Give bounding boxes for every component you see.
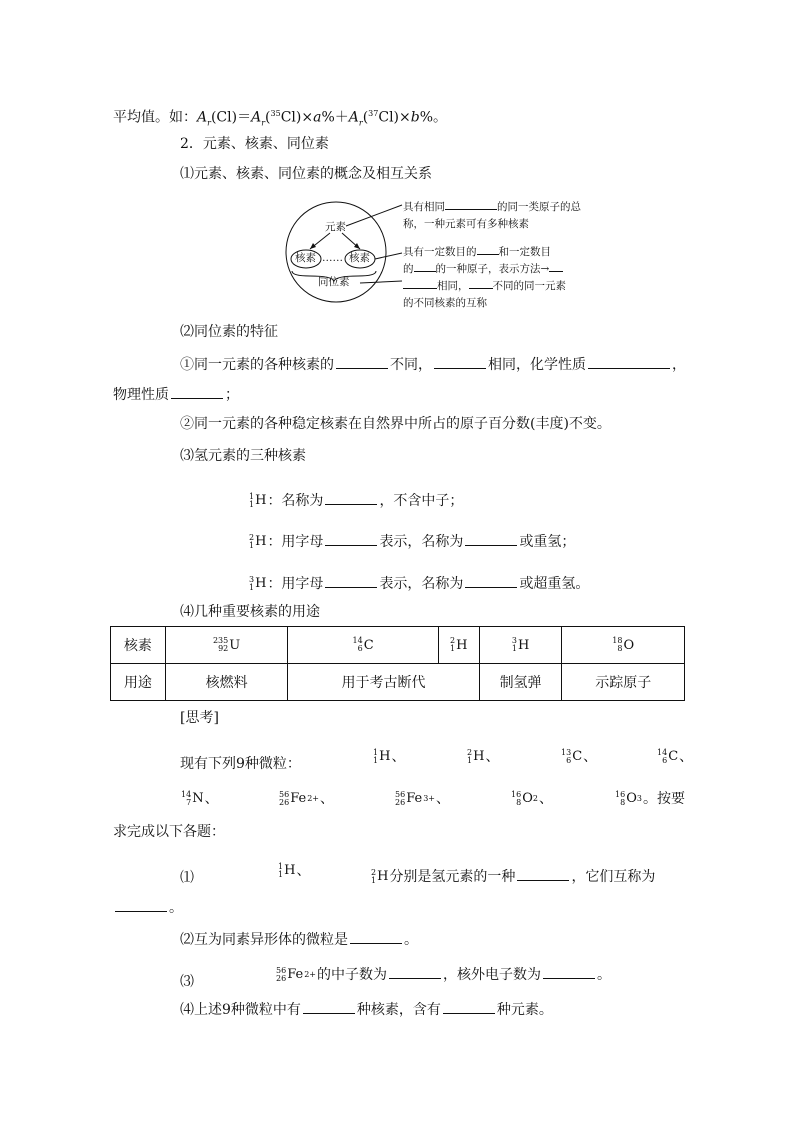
text: 的不同核素的互称 [403, 297, 487, 309]
question-1-cont [113, 897, 183, 918]
z: 26 [395, 798, 406, 807]
text: 具有一定数目的 [403, 246, 477, 258]
blank [336, 354, 388, 369]
text: 。 [169, 900, 183, 916]
subscript: 3 [636, 794, 642, 803]
ar-sub: r [207, 118, 211, 128]
symbol: Fe [287, 967, 304, 982]
mass: 18 [612, 636, 623, 645]
mass-37: 37 [368, 109, 379, 118]
text: 相同，化学性质 [488, 357, 586, 373]
section-heading: 2．元素、核素、同位素 [180, 136, 329, 152]
z: 6 [662, 756, 668, 765]
text: 表示，名称为 [379, 576, 464, 592]
particle-4 [656, 747, 693, 767]
hydrogen-3 [248, 573, 589, 594]
table-cell [562, 627, 685, 664]
text: 相同， [437, 280, 469, 292]
nuclide-uses-table [110, 626, 685, 701]
text: 和一定数目 [498, 246, 551, 258]
text: 不同， [390, 357, 432, 373]
feature-2: ②同一元素的各种稳定核素在自然界中所占的原子百分数(丰度)不变。 [180, 416, 611, 432]
symbol: O [623, 637, 635, 653]
table-row [111, 627, 685, 664]
text: 或超重氢。 [519, 576, 590, 592]
text: ①同一元素的各种核素的 [180, 357, 334, 373]
nuclide-h1 [249, 491, 266, 511]
mass: 3 [511, 636, 517, 645]
z: 26 [276, 974, 287, 983]
ar-symbol: A [251, 109, 262, 126]
row-label: 核素 [111, 627, 166, 664]
mass-35: 35 [270, 109, 281, 118]
mass: 1 [373, 748, 379, 757]
table-cell [479, 627, 562, 664]
ar-sub: r [261, 118, 266, 128]
table-cell: 示踪原子 [562, 664, 685, 701]
text: 。 [404, 932, 418, 948]
def-isotope [403, 278, 566, 312]
text: 称，一种元素可有多种核素 [403, 218, 529, 230]
question-1-p1 [277, 861, 310, 881]
symbol: H [456, 637, 468, 653]
z: 8 [620, 798, 626, 807]
z: 1 [249, 583, 255, 592]
separator: 、 [436, 791, 450, 807]
table-cell: 制氢弹 [479, 664, 562, 701]
text: 的同一类原子的总 [497, 201, 581, 213]
row-label: 用途 [111, 664, 166, 701]
z: 7 [186, 798, 192, 807]
text: 分别是氢元素的一种 [389, 869, 516, 885]
symbol: H [473, 749, 485, 764]
subsection-4: ⑷几种重要核素的用途 [180, 604, 320, 620]
particle-9 [614, 789, 685, 809]
blank [443, 999, 495, 1014]
blank [303, 999, 355, 1014]
symbol: U [229, 637, 241, 653]
charge: 3+ [423, 794, 435, 803]
separator: 、 [538, 791, 553, 807]
mass: 2 [467, 748, 473, 757]
blank [414, 261, 436, 272]
label-dots: …… [322, 252, 343, 264]
question-1-num: ⑴ [180, 870, 194, 886]
symbol: H [255, 534, 267, 549]
text: 。 [597, 967, 611, 983]
subscript: 2 [532, 794, 538, 803]
blank [549, 261, 563, 272]
blank [325, 573, 377, 588]
feature-1-cont [113, 384, 239, 405]
blank [465, 531, 517, 546]
separator: 、 [320, 791, 334, 807]
text: ( [265, 109, 271, 126]
blank [325, 531, 377, 546]
mass: 2 [249, 533, 255, 542]
separator: 、 [391, 749, 406, 765]
var-a: a [313, 109, 322, 126]
separator: 、 [679, 749, 694, 765]
ar-symbol: A [348, 109, 359, 126]
def-element [403, 199, 581, 233]
label-hesu-right: 核素 [349, 252, 370, 264]
label-yuansu: 元素 [325, 221, 346, 233]
mass: 1 [278, 862, 284, 871]
text: 的中子数为 [317, 967, 387, 983]
def-nuclide [403, 244, 563, 278]
blank [389, 964, 441, 979]
blank [517, 866, 569, 881]
text: Cl)× [280, 109, 314, 126]
subsection-2: ⑵同位素的特征 [180, 324, 278, 340]
text: 或重氢； [519, 534, 576, 550]
blank [543, 964, 595, 979]
symbol: H [517, 637, 530, 653]
blank [588, 354, 670, 369]
symbol: C [363, 637, 374, 653]
symbol: H [377, 869, 389, 884]
particle-5 [180, 789, 219, 809]
mass: 14 [181, 790, 192, 799]
label-tongweisu: 同位素 [318, 276, 350, 288]
symbol: N [192, 791, 204, 806]
symbol: O [522, 791, 533, 806]
text: 不同的同一元素 [492, 280, 566, 292]
particle-6 [278, 789, 334, 809]
z: 6 [357, 644, 363, 653]
z: 6 [566, 756, 572, 765]
blank [325, 490, 377, 505]
text: ：用字母 [267, 576, 324, 592]
blank [445, 199, 497, 210]
text: 表示，名称为 [379, 534, 464, 550]
mass: 56 [276, 966, 287, 975]
text: 具有相同 [403, 201, 445, 213]
symbol: C [572, 749, 583, 764]
mass: 2 [371, 868, 377, 877]
table-row [111, 664, 685, 701]
text: ，它们互称为 [571, 869, 656, 885]
separator: 、 [204, 791, 219, 807]
text: 种核素，含有 [356, 1002, 441, 1018]
text: (Cl)＝ [210, 109, 252, 126]
subsection-3: ⑶氢元素的三种核素 [180, 448, 306, 464]
nuclide-h2 [249, 532, 266, 552]
blank [469, 278, 493, 289]
ar-symbol: A [197, 109, 208, 126]
z: 1 [373, 756, 379, 765]
intro-line [113, 104, 447, 133]
mass: 13 [561, 748, 572, 757]
table-cell: 核燃料 [165, 664, 288, 701]
text: ， [672, 357, 686, 373]
text: ⑵互为同素异形体的微粒是 [180, 932, 348, 948]
mass: 3 [249, 575, 255, 584]
separator: 、 [296, 863, 311, 879]
symbol: H [255, 576, 267, 591]
blank [434, 354, 486, 369]
z: 1 [278, 870, 284, 879]
mass: 1 [249, 492, 255, 501]
question-3-num: ⑶ [180, 974, 194, 990]
question-4 [180, 999, 553, 1020]
text: ⑷上述9种微粒中有 [180, 1002, 301, 1018]
separator: 。 [642, 791, 657, 807]
separator: 、 [583, 749, 598, 765]
text: %＋ [321, 109, 349, 126]
question-2 [180, 929, 418, 950]
z: 1 [249, 541, 255, 550]
symbol: Fe [290, 791, 307, 806]
table-cell [165, 627, 288, 664]
mass: 14 [352, 636, 363, 645]
text: ( [362, 109, 369, 126]
mass: 16 [511, 790, 522, 799]
blank [115, 897, 167, 912]
question-1-text [370, 866, 655, 887]
mass: 56 [279, 790, 290, 799]
table-cell [438, 627, 479, 664]
z: 26 [279, 798, 290, 807]
feature-1 [180, 354, 686, 375]
text: Cl)× [378, 109, 411, 126]
z: 8 [617, 644, 623, 653]
subsection-1: ⑴元素、核素、同位素的概念及相互关系 [180, 166, 432, 182]
mass: 14 [657, 748, 668, 757]
table-cell [288, 627, 438, 664]
text: 的一种原子，表示方法→ [435, 263, 550, 275]
z: 1 [249, 500, 255, 509]
text: 的 [403, 263, 414, 275]
z: 8 [516, 798, 522, 807]
particle-3 [560, 747, 597, 767]
z: 1 [450, 644, 456, 653]
text: ：用字母 [267, 534, 324, 550]
particle-1 [372, 747, 405, 767]
mass: 2 [450, 636, 456, 645]
label-hesu-left: 核素 [295, 252, 316, 264]
symbol: H [379, 749, 391, 764]
blank [465, 573, 517, 588]
text: ，核外电子数为 [443, 967, 541, 983]
blank [171, 384, 223, 399]
symbol: H [255, 493, 267, 508]
z: 1 [511, 644, 517, 653]
text: 种元素。 [496, 1002, 553, 1018]
symbol: H [284, 863, 296, 878]
blank [350, 929, 402, 944]
text: ：名称为 [267, 493, 324, 509]
separator: 、 [485, 749, 500, 765]
z: 92 [218, 644, 229, 653]
blank [403, 278, 437, 289]
symbol: O [626, 791, 637, 806]
question-3 [275, 964, 611, 985]
text: %。 [419, 109, 448, 126]
particle-2 [466, 747, 499, 767]
var-b: b [410, 109, 420, 126]
think-heading: [思考] [180, 710, 219, 726]
table-cell: 用于考古断代 [288, 664, 479, 701]
text: ； [225, 387, 239, 403]
symbol: Fe [406, 791, 423, 806]
text: 平均值。如： [113, 109, 197, 126]
z: 1 [467, 756, 473, 765]
mass: 56 [395, 790, 406, 799]
z: 1 [371, 876, 377, 885]
text: ，不含中子； [379, 493, 464, 509]
nuclide-h3 [249, 574, 266, 594]
ar-sub: r [358, 118, 363, 128]
charge: 2+ [304, 970, 316, 979]
mass: 235 [212, 636, 229, 645]
text: 物理性质 [113, 387, 169, 403]
symbol: C [668, 749, 679, 764]
particle-7 [394, 789, 450, 809]
question-intro: 现有下列9种微粒： [180, 756, 301, 772]
text: 按要 [656, 791, 685, 807]
particle-8 [510, 789, 553, 809]
blank [477, 244, 499, 255]
charge: 2+ [307, 794, 319, 803]
hydrogen-2 [248, 531, 575, 552]
question-intro-cont: 求完成以下各题： [113, 824, 225, 840]
hydrogen-1 [248, 490, 463, 511]
mass: 16 [615, 790, 626, 799]
